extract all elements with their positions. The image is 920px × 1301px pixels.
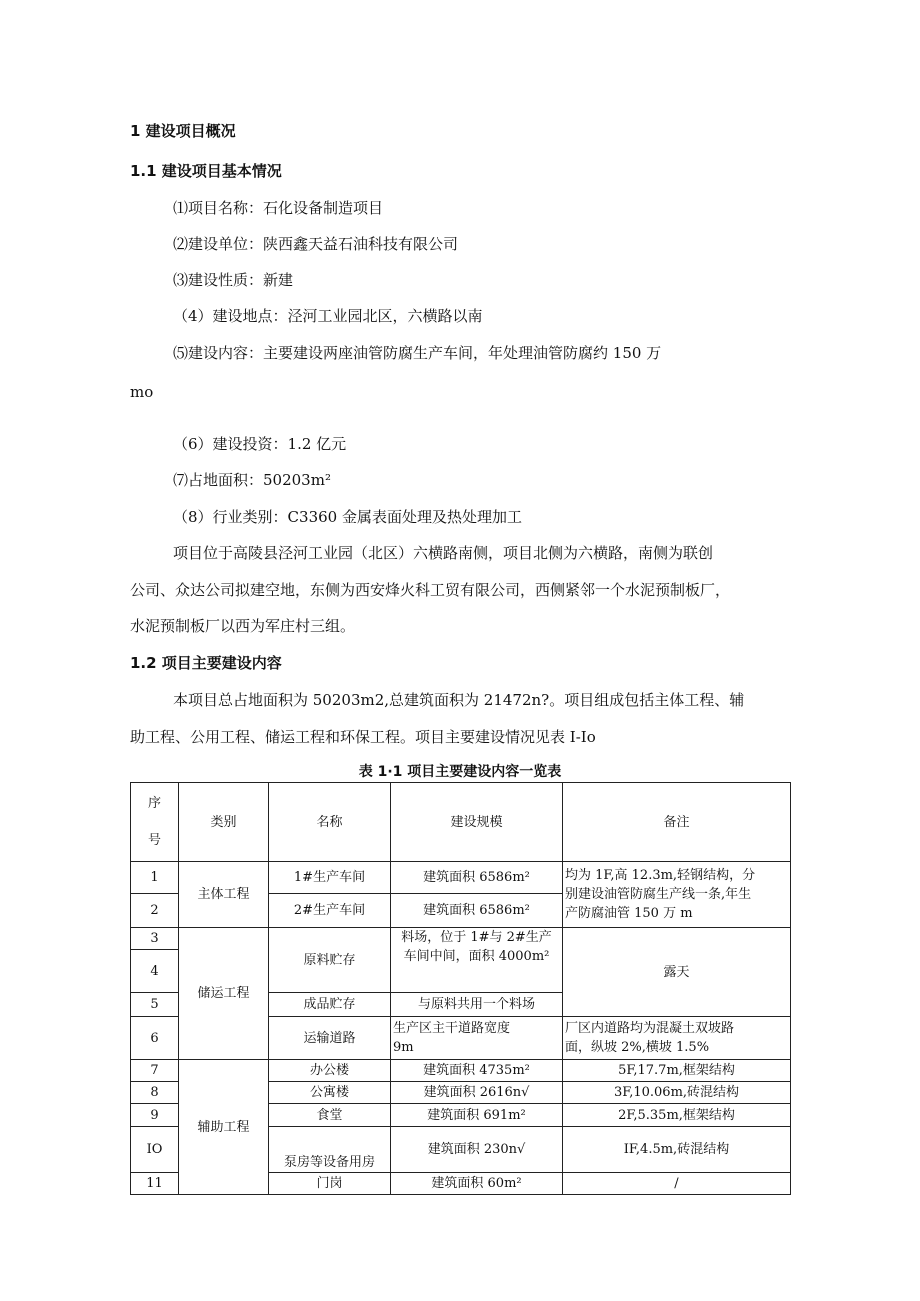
section-heading-1-2: 1.2 项目主要建设内容 <box>130 654 282 672</box>
header-name: 名称 <box>269 783 391 862</box>
cell-scale: 建筑面积 60m² <box>391 1173 563 1195</box>
table-row <box>131 1060 791 1082</box>
cell-scale: 与原料共用一个料场 <box>391 993 563 1017</box>
cell-remark-main <box>563 862 791 928</box>
item-nature: ⑶建设性质：新建 <box>173 271 294 289</box>
cell-category-storage: 储运工程 <box>179 928 269 1060</box>
cell-name-raw: 原料贮存 <box>269 928 391 993</box>
remark-main-line-3: 产防腐油管 150 万 m <box>565 906 693 921</box>
header-seq-b: 号 <box>147 833 161 848</box>
item-industry: （8）行业类别：C3360 金属表面处理及热处理加工 <box>173 508 522 526</box>
cell-scale: 建筑面积 2616n√ <box>391 1082 563 1104</box>
table-header-row <box>131 783 791 862</box>
content-para-line-2: 助工程、公用工程、储运工程和环保工程。项目主要建设情况见表 I-Io <box>130 728 596 746</box>
road-scale-line-1: 生产区主干道路宽度 <box>393 1021 511 1036</box>
cell-name: 运输道路 <box>269 1017 391 1060</box>
cell-remark: 2F,5.35m,框架结构 <box>563 1104 791 1127</box>
cell-name: 2#生产车间 <box>269 894 391 928</box>
cell-name: 食堂 <box>269 1104 391 1127</box>
cell-scale-road <box>391 1017 563 1060</box>
table-row <box>131 862 791 894</box>
header-seq-spacer <box>133 813 176 831</box>
item-builder: ⑵建设单位：陕西鑫天益石油科技有限公司 <box>173 235 459 253</box>
cell-category-aux: 辅助工程 <box>179 1060 269 1195</box>
cell-no: IO <box>131 1127 179 1173</box>
item-location: （4）建设地点：泾河工业园北区，六横路以南 <box>173 307 483 325</box>
cell-remark: 3F,10.06m,砖混结构 <box>563 1082 791 1104</box>
cell-remark: / <box>563 1173 791 1195</box>
cell-name: 成品贮存 <box>269 993 391 1017</box>
section-heading-1-1: 1.1 建设项目基本情况 <box>130 162 282 180</box>
content-para-line-1: 本项目总占地面积为 50203m2,总建筑面积为 21472n?。项目组成包括主体工程、辅 <box>173 691 745 709</box>
item-content-cont: mo <box>130 383 154 401</box>
construction-table <box>130 782 791 1195</box>
section-heading-1: 1 建设项目概况 <box>130 122 236 140</box>
cell-category-main: 主体工程 <box>179 862 269 928</box>
cell-name: 办公楼 <box>269 1060 391 1082</box>
cell-name: 1#生产车间 <box>269 862 391 894</box>
road-remark-line-2: 面，纵坡 2%,横坡 1.5% <box>565 1040 710 1055</box>
cell-remark: 5F,17.7m,框架结构 <box>563 1060 791 1082</box>
item-area: ⑺占地面积：50203m² <box>173 471 331 489</box>
cell-no: 9 <box>131 1104 179 1127</box>
cell-no: 4 <box>131 950 179 993</box>
item-investment: （6）建设投资：1.2 亿元 <box>173 435 347 453</box>
cell-scale: 建筑面积 6586m² <box>391 894 563 928</box>
cell-no: 3 <box>131 928 179 950</box>
cell-scale: 建筑面积 230n√ <box>391 1127 563 1173</box>
cell-scale-raw <box>391 928 563 993</box>
header-seq-a: 序 <box>147 796 161 811</box>
header-remark: 备注 <box>563 783 791 862</box>
cell-remark-road <box>563 1017 791 1060</box>
remark-main-line-1: 均为 1F,高 12.3m,轻钢结构，分 <box>565 868 756 883</box>
location-para-line-1: 项目位于高陵县泾河工业园（北区）六横路南侧，项目北侧为六横路，南侧为联创 <box>173 544 714 562</box>
raw-scale-line-1: 料场，位于 1#与 2#生产 <box>401 930 552 945</box>
table-row <box>131 928 791 950</box>
remark-main-line-2: 别建设油管防腐生产线一条,年生 <box>565 887 752 902</box>
cell-scale: 建筑面积 691m² <box>391 1104 563 1127</box>
cell-no: 5 <box>131 993 179 1017</box>
cell-no: 6 <box>131 1017 179 1060</box>
raw-scale-line-2: 车间中间，面积 4000m² <box>403 949 550 964</box>
cell-name: 门岗 <box>269 1173 391 1195</box>
cell-name: 公寓楼 <box>269 1082 391 1104</box>
item-project-name: ⑴项目名称：石化设备制造项目 <box>173 199 384 217</box>
cell-name: 泵房等设备用房 <box>269 1127 391 1173</box>
cell-scale: 建筑面积 6586m² <box>391 862 563 894</box>
table-caption: 表 1·1 项目主要建设内容一览表 <box>358 764 562 780</box>
cell-no: 8 <box>131 1082 179 1104</box>
item-content: ⑸建设内容：主要建设两座油管防腐生产车间，年处理油管防腐约 150 万 <box>173 344 662 362</box>
cell-no: 2 <box>131 894 179 928</box>
road-scale-line-2: 9m <box>393 1040 414 1055</box>
location-para-line-2: 公司、众达公司拟建空地，东侧为西安烽火科工贸有限公司，西侧紧邻一个水泥预制板厂， <box>130 581 731 599</box>
cell-no: 7 <box>131 1060 179 1082</box>
cell-no: 1 <box>131 862 179 894</box>
header-scale: 建设规模 <box>391 783 563 862</box>
location-para-line-3: 水泥预制板厂以西为军庄村三组。 <box>130 617 356 635</box>
header-seq <box>131 783 179 862</box>
cell-remark-open-air: 露天 <box>563 928 791 1017</box>
road-remark-line-1: 厂区内道路均为混凝土双坡路 <box>565 1021 735 1036</box>
cell-scale: 建筑面积 4735m² <box>391 1060 563 1082</box>
header-category: 类别 <box>179 783 269 862</box>
cell-remark: IF,4.5m,砖混结构 <box>563 1127 791 1173</box>
cell-no: 11 <box>131 1173 179 1195</box>
